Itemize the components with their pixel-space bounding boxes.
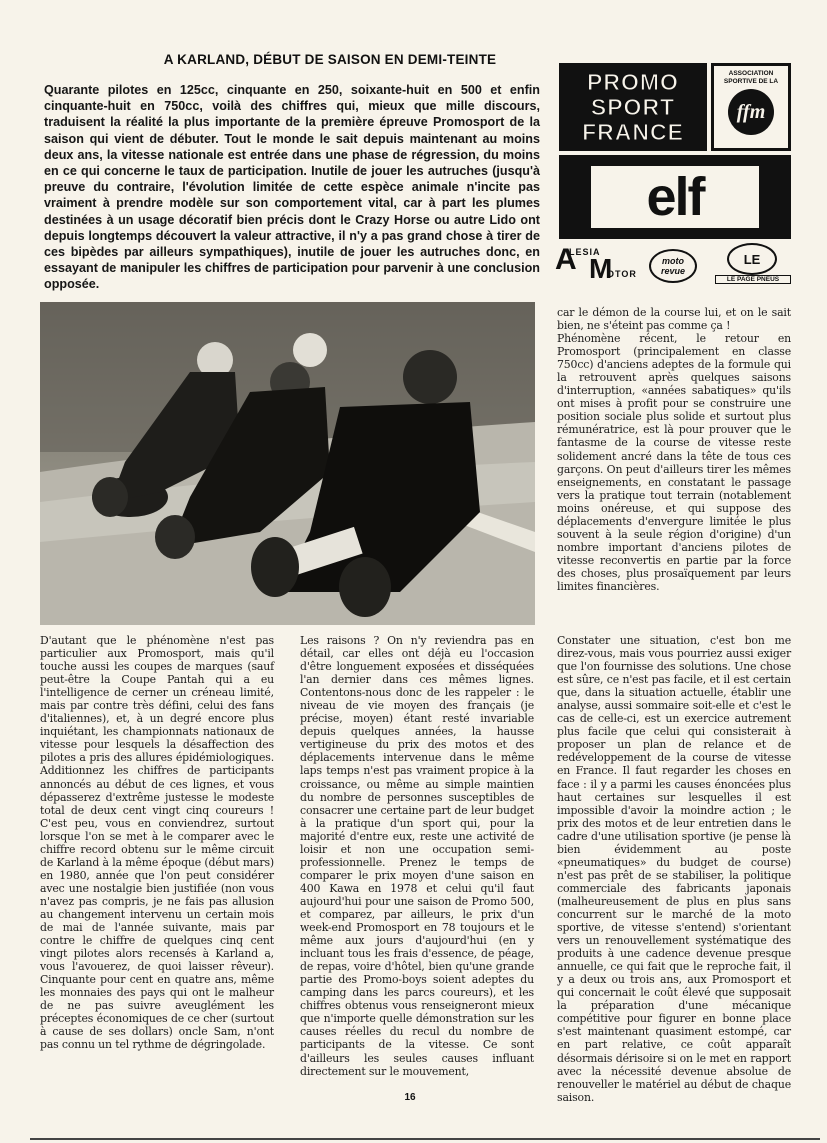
- ffm-emblem: ffm: [728, 89, 774, 135]
- paragraph: Phénomène récent, le retour en Promosport (principalement en classe 750cc) d'anciens adeptes de la formule qui la retrouvent après quelques saisons d'interruption, «années sabatiques» qu'ils ont mises à profit pour se construire une position sociale plus solide et surtout plus rémunératrice, est là pour prouver que le fantasme de la course de vitesse reste solidement ancré dans la tête de tous ces garçons. On peut d'ailleurs tirer les mêmes enseignements, en constatant le passage vers la pratique tout terrain (notablement moins onéreuse, et qui suppose des déplacements d'envergure limitée le plus souvent à la seule région d'origine) d'un nombre important d'anciens pilotes de vitesse reconvertis en partie par la force des choses, plus prosaïquement par leurs limites financières.: [557, 332, 791, 593]
- elf-wordmark: elf: [591, 166, 759, 228]
- paragraph: Les raisons ? On n'y reviendra pas en détail, car elles ont déjà eu l'occasion d'être longuement exposées et disséquées l'an dernier dans ces mêmes lignes. Contentons-nous donc de les rappeler : le niveau de vie moyen des français (je précise, moyen) étant resté invariable depuis quelques années, la hausse vertigineuse du prix des motos et des déplacements intervenue dans le même laps temps n'est pas vraiment propice à la croissance, ou même au simple maintien du nombre de personnes susceptibles de consacrer une certaine part de leur budget à la pratique d'un sport qui, pour la majorité d'entre eux, reste une activité de loisir et non une occupation semi-professionnelle. Prenez le temps de comparer le prix moyen d'une saison en 400 Kawa en 1978 et celui qu'il faut aujourd'hui pour une saison de Promo 500, et comparez, par ailleurs, le prix d'un week-end Promosport en 78 toujours et le même aux jours d'aujourd'hui (en y incluant tous les frais d'essence, de péage, de repas, voire d'hôtel, bien qu'une grande partie des Promo-boys soient adeptes du camping dans les parcs coureurs), et les chiffres obtenus vous renseigneront mieux que n'importe quelle démonstration sur les causes réelles du recul du nombre de participants de la vitesse. Ce sont d'ailleurs les seules causes influant directement sur le mouvement,: [300, 634, 534, 1078]
- alesia-word: LESIA: [569, 247, 601, 257]
- moto-revue-top: moto: [662, 256, 684, 266]
- le-page-pneus-logo: [713, 243, 793, 287]
- motorcycle-racers-image: [40, 302, 535, 625]
- article-title: A KARLAND, DÉBUT DE SAISON EN DEMI-TEINTE: [163, 52, 497, 67]
- bottom-rule: [30, 1138, 820, 1140]
- promosport-france-logo: [559, 63, 707, 151]
- le-page-ring: LE: [727, 243, 777, 275]
- alesia-motor-logo: [555, 243, 637, 285]
- column-left: [40, 634, 274, 1052]
- moto-revue-logo: [649, 249, 697, 283]
- paragraph: Constater une situation, c'est bon me direz-vous, mais vous pourriez aussi exiger que l'on fournisse des solutions. Une chose est sûre, ce n'est pas facile, et il est certain que, dans la situation actuelle, établir une analyse, aussi sommaire soit-elle et c'est le cas de celle-ci, est un exercice autrement plus facile que celui qui consisterait à proposer un plan de relance et de redéveloppement de la course de vitesse en France. Il faut regarder les choses en face : il y a parmi les causes énoncées plus haut certaines sur lesquelles il est impossible d'avoir la moindre action ; le prix des motos et de leur entretien dans le cadre d'une utilisation sportive (je pense là bien évidemment au poste «pneumatiques» du budget de course) n'est pas prêt de se stabiliser, la politique commerciale des fabricants japonais (malheureusement de plus en plus sans concurrent sur le marché de la moto sportive, de vitesse s'entend) s'orientant vers un renouvellement systématique des produits à une cadence devenue presque annuelle, ce qui fait que le reproche fait, il y a deux ou trois ans, aux Promosport et qui concernait le coût élevé que supposait la préparation d'une mécanique compétitive pour figurer en bonne place s'est maintenant quasiment estompé, car en part relative, ce coût apparaît désormais dérisoire si on le met en rapport avec la nécessité devenue absolue de renouveller le matériel au début de chaque saison.: [557, 634, 791, 1104]
- ffm-logo: [711, 63, 791, 151]
- article-lead: Quarante pilotes en 125cc, cinquante en 250, soixante-huit en 500 et enfin cinquante-huit en 750cc, voilà des chiffres qui, mieux que mille discours, traduisent la réalité la plus importante de la première épreuve Promosport de la saison qui vient de débuter. Tout le monde le sait depuis maintenant au moins deux ans, la vitesse nationale est entrée dans une phase de régression, du moins en ce qui concerne le taux de participation. Inutile de jouer les autruches (jusqu'à preuve du contraire, l'évolution limitée de cette espèce animale n'incite pas vraiment à prendre modèle sur son comportement vital, car à part les plumes destinées à un usage décoratif bien précis dont le Crazy Horse ou autre Lido ont depuis longtemps découvert la valeur attractive, il n'y a pas grand chose à tirer de ces bipèdes par ailleurs sympathiques), inutile de jouer les autruches donc, en essayant de manipuler les chiffres de participation pour parvenir à une conclusion opposée.: [44, 83, 540, 292]
- race-photo: [40, 302, 535, 625]
- page-number: 16: [404, 1092, 416, 1103]
- alesia-letter: A: [555, 243, 577, 276]
- elf-logo: [559, 155, 791, 239]
- column-middle: [300, 634, 534, 1078]
- column-right-top: [557, 306, 791, 593]
- column-right: [557, 634, 791, 1104]
- paragraph: D'autant que le phénomène n'est pas particulier aux Promosport, mais qu'il touche aussi les coupes de marques (sauf peut-être la Coupe Pantah qui a eu l'intelligence de cerner un créneau limité, mais par contre très défini, celui des fans d'italiennes), et, à un degré encore plus inquiétant, les championnats nationaux de vitesse pour lesquels la désaffection des pilotes a pris des allures épidémiologiques. Additionnez les chiffres de participants annoncés au début de ces lignes, et vous dépasserez d'extrême justesse le modeste total de deux cent vingt cinq coureurs ! C'est peu, vous en conviendrez, surtout lorsque l'on se met à le comparer avec le chiffre record obtenu sur le même circuit de Karland à la même époque (début mars) en 1980, année que l'on peut considérer avec une nostalgie bien justifiée (non vous n'avez pas compris, je ne fais pas allusion au changement intervenu un certain mois de mai de l'année suivante, mais par contre le chiffre de quelques cinq cent vingt pilotes alors recensés à Karland a, vous l'avouerez, de quoi laisser rêveur). Cinquante pour cent en quatre ans, même les monnaies des pays qui ont le malheur de ne pas suivre aveuglément les préceptes économiques de ce cher (surtout à cause de ses dollars) oncle Sam, n'ont pas connu un tel rythme de dégringolade.: [40, 634, 274, 1052]
- promo-line: PROMO: [587, 68, 679, 95]
- moto-revue-bottom: revue: [660, 266, 686, 276]
- promo-line: FRANCE: [582, 118, 684, 145]
- alesia-word: OTOR: [607, 269, 637, 279]
- sponsor-logos: [555, 55, 795, 293]
- alesia-letter: M: [589, 253, 613, 284]
- promo-line: SPORT: [590, 93, 676, 120]
- ffm-caption: SPORTIVE DE LA: [723, 77, 779, 85]
- paragraph: car le démon de la course lui, et on le sait bien, ne s'éteint pas comme ça !: [557, 306, 791, 333]
- small-sponsor-logos: [555, 243, 795, 289]
- le-page-tag: LE PAGE PNEUS: [715, 275, 791, 284]
- ffm-caption: ASSOCIATION: [728, 70, 774, 77]
